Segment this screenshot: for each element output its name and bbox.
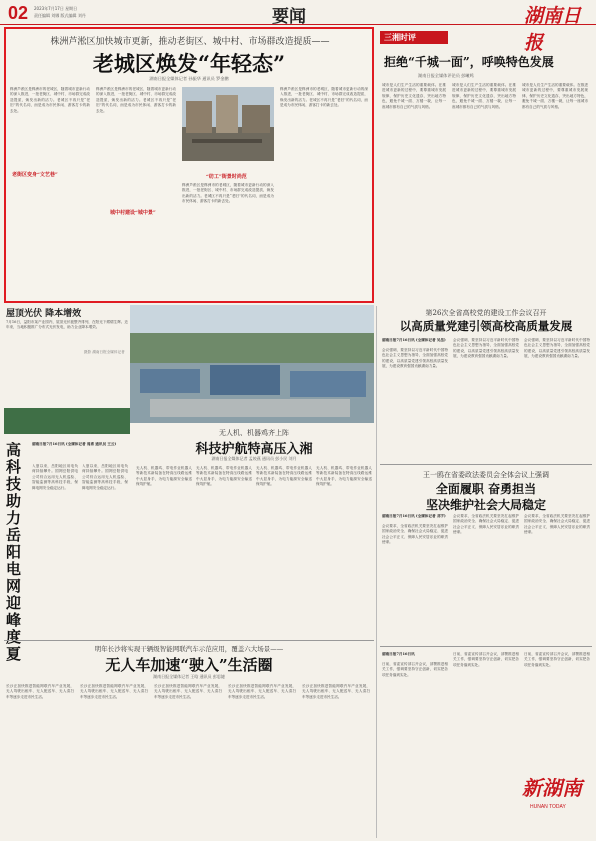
story2-deck: 湖南日报7月16日讯 (全媒体记者 周勇 通讯员 王云) [32,442,117,446]
story3-kicker: 无人机、机器鸡齐上阵 [219,429,289,437]
story4-kicker: 明年长沙将实现干辆级智能网联汽车示范应用，覆盖六大场景—— [94,645,284,653]
story4-body-col5: 长沙正加快推进智能网联汽车产业发展，无人驾驶出租车、无人配送车、无人清扫车等逐步走进市民生活。 [302,684,370,699]
subhead-1: 老街区变身“文艺巷” [12,172,58,178]
story3-body-col3: 无人机、机器鸡、带电作业机器人等新技术新装备在特高压线路运维中大显身手，为电力能源安全输送保驾护航。 [256,466,312,487]
story3-block [134,428,374,636]
commentary-tag-bar [380,31,448,44]
divider [4,640,374,641]
story-body-col3: 株洲芦淞区是株洲市的老城区，随着城市更新行动的深入推进，一批老街区、城中村、市场群完成改造提质，焕发出新的活力。老城区不再只是“老旧”的代名词，而是成为市民休闲、游客打卡的新去处。 [182,183,274,204]
story7-body-col1: 日前，省委宣传部召开会议，部署推进相关工作，强调要坚持守正创新，切实把各项任务落到实处。 [382,662,448,677]
highlighted-story [4,27,374,303]
story3-body-col2: 无人机、机器鸡、带电作业机器人等新技术新装备在特高压线路运维中大显身手，为电力能源安全输送保驾护航。 [196,466,252,487]
newspaper-logo: 湖南日报 [524,5,582,54]
story3-body-col4: 无人机、机器鸡、带电作业机器人等新技术新装备在特高压线路运维中大显身手，为电力能源安全输送保驾护航。 [316,466,372,487]
story4-byline: 湖南日报全媒体记者 王晗 通讯员 彭思婕 [153,674,225,679]
story6-block [380,468,592,644]
story4-body-col4: 长沙正加快推进智能网联汽车产业发展，无人驾驶出租车、无人配送车、无人清扫车等逐步走进市民生活。 [228,684,296,699]
story3-byline: 湖南日报全媒体记者 孟姣燕 通讯员 彭小民 刘月 [211,456,297,461]
story4-body-col3: 长沙正加快推进智能网联汽车产业发展，无人驾驶出租车、无人配送车、无人清扫车等逐步走进市民生活。 [154,684,222,699]
divider [380,464,592,465]
story-body-col2: 株洲芦淞区是株洲市的老城区，随着城市更新行动的深入推进，一批老街区、城中村、市场群完成改造提质，焕发出新的活力。老城区不再只是“老旧”的代名词，而是成为市民休闲、游客打卡的新去处。 [96,87,176,113]
feature-caption: 7月16日，益阳市某产业园内，屋顶光伏板整齐排列，在阳光下熠熠生辉。近年来，当地积极推广分布式光伏发电，助力企业降本增效。 [6,320,128,330]
story-body-col4: 株洲芦淞区是株洲市的老城区，随着城市更新行动的深入推进，一批老街区、城中村、市场群完成改造提质，焕发出新的活力。老城区不再只是“老旧”的代名词，而是成为市民休闲、游客打卡的新去处。 [280,87,368,108]
story6-body-col1: 会议要求，全省政法机关要坚决扛起维护国家政治安全、确保社会大局稳定、促进社会公平正义、保障人民安居乐业的职责使命。 [382,524,448,545]
commentary-body-col1: 城市是人们生产生活的重要载体。在推进城市更新的过程中，要尊重城市发展规律，保护历史文化遗存，突出地方特色，避免千城一面、万楼一貌，让每一座城市都有自己的气质与风格。 [382,83,446,109]
commentary-headline: 拒绝“千城一面”，呼唤特色发展 [384,55,554,69]
story-byline: 湖南日报全媒体记者 孙振华 通讯员 罗金鹏 [149,76,229,81]
story7-body-col2: 日前，省委宣传部召开会议，部署推进相关工作，强调要坚持守正创新，切实把各项任务落到实处。 [453,652,519,667]
story4-body-col2: 长沙正加快推进智能网联汽车产业发展，无人驾驶出租车、无人配送车、无人清扫车等逐步走进市民生活。 [80,684,148,699]
commentary-body-col2: 城市是人们生产生活的重要载体。在推进城市更新的过程中，要尊重城市发展规律，保护历史文化遗存，突出地方特色，避免千城一面、万楼一貌，让每一座城市都有自己的气质与风格。 [452,83,516,109]
story6-deck: 湖南日报7月16日讯 (全媒体记者 邓宇) [382,514,446,518]
story6-kicker: 王一鸥在省委政法委员会全体会议上强调 [423,471,549,479]
story5-block [380,306,592,462]
industrial-park-aerial-image [130,305,374,423]
commentary-column [378,27,592,303]
story7-body-col3: 日前，省委宣传部召开会议，部署推进相关工作，强调要坚持守正创新，切实把各项任务落到实处。 [524,652,590,667]
story-kicker: 株洲芦淞区加快城市更新，推动老街区、城中村、市场群改造提质—— [50,37,330,47]
issue-date: 2023年7月17日 星期日 [34,6,78,11]
story4-block [4,644,374,838]
page-number: 02 [8,3,29,23]
commentary-body-col3: 城市是人们生产生活的重要载体。在推进城市更新的过程中，要尊重城市发展规律，保护历史文化遗存，突出地方特色，避免千城一面、万楼一貌，让每一座城市都有自己的气质与风格。 [522,83,588,109]
story4-body-col1: 长沙正加快推进智能网联汽车产业发展，无人驾驶出租车、无人配送车、无人清扫车等逐步走进市民生活。 [6,684,74,699]
feature-credit: 摄影 湖南日报全媒体记者 [84,350,125,354]
story5-deck: 湖南日报7月16日讯 (全媒体记者 吴岳) [382,338,446,342]
divider [380,646,592,647]
story3-headline: 科技护航特高压入湘 [195,442,313,457]
story-photo [182,87,274,161]
subhead-2: 城中村建设“城中景” [110,210,156,216]
story6-headline-1: 全面履职 奋勇担当 [435,482,537,496]
story5-body-col1: 会议强调，要坚持以习近平新时代中国特色社会主义思想为指导，全面加强高校党的建设，以高质量党建引领高校高质量发展，为建设教育强国贡献湖南力量。 [382,348,448,369]
street-scene-image [182,87,274,161]
story5-body-col3: 会议强调，要坚持以习近平新时代中国特色社会主义思想为指导，全面加强高校党的建设，以高质量党建引领高校高质量发展，为建设教育强国贡献湖南力量。 [524,338,590,359]
story6-body-col2: 会议要求，全省政法机关要坚决扛起维护国家政治安全、确保社会大局稳定、促进社会公平正义、保障人民安居乐业的职责使命。 [453,514,519,535]
story6-body-col3: 会议要求，全省政法机关要坚决扛起维护国家政治安全、确保社会大局稳定、促进社会公平正义、保障人民安居乐业的职责使命。 [524,514,590,535]
story-headline: 老城区焕发“年轻态” [92,51,286,76]
story5-headline: 以高质量党建引领高校高质量发展 [399,319,573,333]
story3-body-col1: 无人机、机器鸡、带电作业机器人等新技术新装备在特高压线路运维中大显身手，为电力能源安全输送保驾护航。 [136,466,192,487]
column-divider [376,306,377,838]
story2-body-col2: 入夏以来，岳阳地区用电负荷持续攀升。国网岳阳供电公司综合运用无人机巡检、智能监测等高科技手段，保障电网安全稳定运行。 [82,464,128,490]
story6-headline-2: 坚决维护社会大局稳定 [425,498,546,512]
feature-photo [130,305,374,423]
commentary-byline: 湖南日报全媒体评论员 彭曦鸣 [418,73,474,78]
story2-headline: 高科技助力岳阳电网迎峰度夏 [6,441,22,663]
feature-title: 屋顶光伏 降本增效 [6,309,82,319]
editor-line: 责任编辑 刘娜 版式编辑 刘丹 [34,13,86,18]
footer-logo [520,766,592,838]
story4-headline: 无人车加速“驶入”生活圈 [105,656,273,674]
story5-body-col2: 会议强调，要坚持以习近平新时代中国特色社会主义思想为指导，全面加强高校党的建设，以高质量党建引领高校高质量发展，为建设教育强国贡献湖南力量。 [453,338,519,359]
story7-deck: 湖南日报7月16日讯 [382,652,415,656]
commentary-tag: 三湘时评 [384,32,416,42]
section-title: 要闻 [272,7,306,27]
story5-kicker: 第26次全省高校党的建设工作会议召开 [425,309,547,317]
new-hunan-logo: 新湖南 [522,776,582,800]
story2-block [4,440,130,663]
story2-body-col1: 入夏以来，岳阳地区用电负荷持续攀升。国网岳阳供电公司综合运用无人机巡检、智能监测等高科技手段，保障电网安全稳定运行。 [32,464,78,490]
feature-photo-strip [4,408,130,434]
subhead-3: “纺工”街景时尚范 [206,174,247,180]
story-body-col1: 株洲芦淞区是株洲市的老城区，随着城市更新行动的深入推进，一批老街区、城中村、市场群完成改造提质，焕发出新的活力。老城区不再只是“老旧”的代名词，而是成为市民休闲、游客打卡的新去处。 [10,87,90,113]
logo-subtitle: HUNAN TODAY [530,804,566,810]
